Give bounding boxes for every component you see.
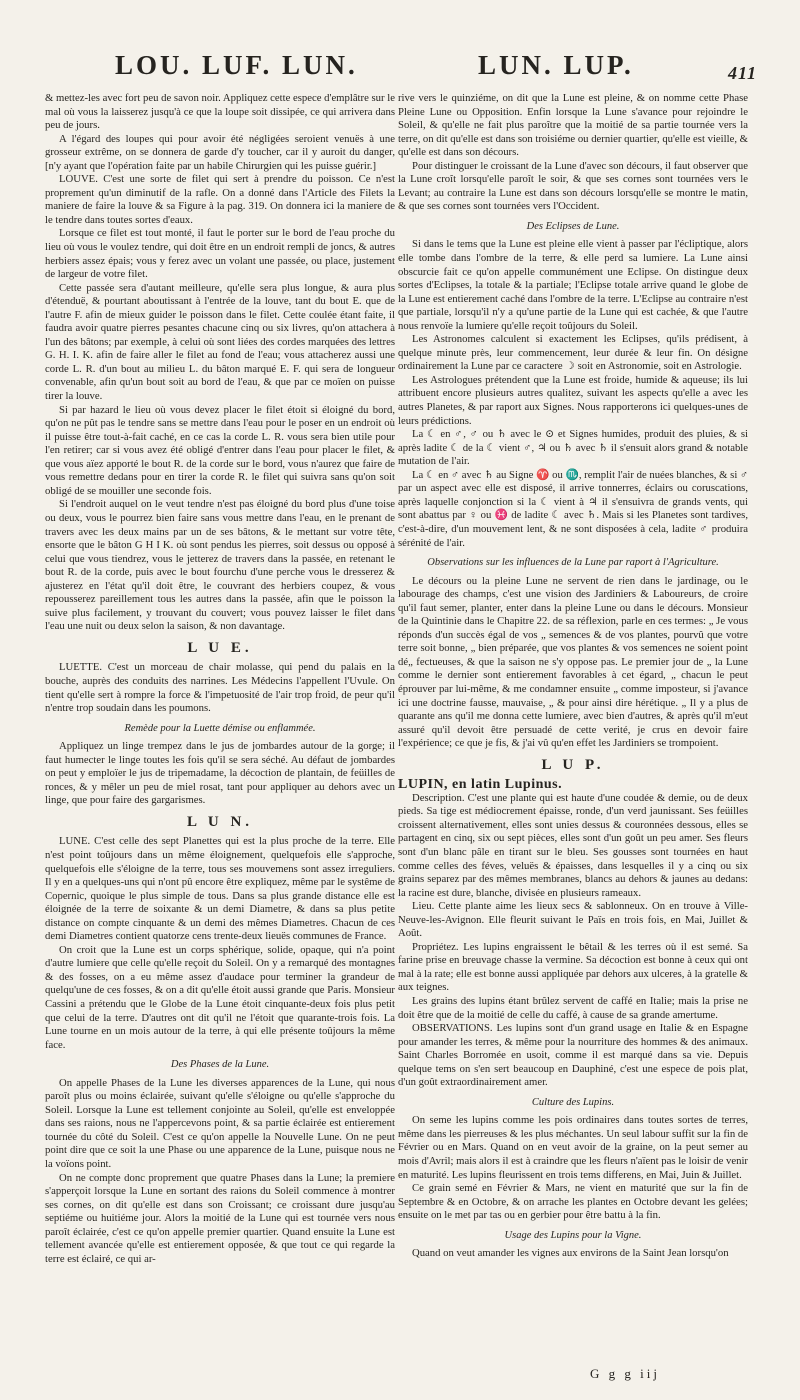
paragraph: Lorsque ce filet est tout monté, il faut le porter sur le bord de l'eau proche du lieu où vous le voulez tendre, qui doit être en un endroit rempli de joncs, & autres herbiers assez épais; vous y ferez avec un volant une passée, ou place, justement de largeur de votre filet. xyxy=(45,227,395,281)
paragraph: Le décours ou la pleine Lune ne servent de rien dans le jardinage, ou le labourage des champs, c'est une vision des Jardiniers & Laboureurs, de croire qu'il faut semer, planter, enter dans la pleine Lune ou dans le décours. Monsieur de la Quintinie dans le Chapitre 22. de sa réflexion, parle en ces termes: „ Je vous réponds d'un succès égal de vos „ semences & de vos plantes, pourvû que votre terre soit bonne, „ bien préparée, que vos plantes & vos semences ne soient point dé„ fectueuses, & que la saison ne s'y oppose pas. Le premier jour de „ la Lune comme le dernier sont entierement favorables à cet égard, „ chacun le peut éprouver par lui-même, & me condamner ensuite „ comme imposteur, si j'avance ici une doctrine fausse, mauvaise, „ & pour ainsi dire hérétique. „ Il y a plus de quarante ans qu'il me donna cette lumiere, avec bien d'autres, & après qu'il m'eut assuré qu'il devoit être persuadé de cette verité, je crus en devoir faire l'expérience; ce que je fis, & j'ai vû qu'en effet les Jardiniers se trompoient. xyxy=(398,574,748,750)
paragraph: Si l'endroit auquel on le veut tendre n'est pas éloigné du bord plus d'une toise ou deux, vous le pourrez bien faire sans vous mettre dans l'eau, en le prenant de travers avec les deux mains par un de ses bâtons, & le mettant sur votre tête, ensorte que le bâton G H I K. où sont pendus les pierres, soit dessus ou opposé à celui que vous tiendrez, vous le jetterez de travers dans la passée, en retenant le bout R. de la corde, puis avec le bout fourchu d'une perche vous le dresserez & ajusterez en l'état qu'il doit être, le couvrant des herbiers coupez, & vous repousserez pareillement tous les autres dans la passée, afin que le poisson la suive plus facilement, y trouvant du couvert; vous pouvez laisser le filet dans l'eau une nuit ou deux selon la saison, & non davantage. xyxy=(45,498,395,633)
signature-mark: G g g iij xyxy=(590,1366,660,1381)
paragraph: Quand on veut amander les vignes aux environs de la Saint Jean lorsqu'on xyxy=(412,1247,729,1260)
entry-luette: LUETTE. C'est un morceau de chair molasse, qui pend du palais en la bouche, auprès des conduits des narrines. Les Médecins l'appellent l'Uvule. On tient qu'elle sert à rompre la force & l'impetuosité de l'air trop froid, de peur qu'il n'entre trop soudain dans les poumons. xyxy=(45,661,395,715)
section-heading-lup: L U P. xyxy=(541,756,605,773)
paragraph: Cette passée sera d'autant meilleure, qu'elle sera plus longue, & aura plus d'étenduë, & pourtant aboutissant à l'entrée de la louve, tant du bout E. que de l'autre F. afin de mieux guider le poisson dans le filet. Cette coulée étant faite, il faudra avoir quatre pierres pesantes chacune cinq ou six livres, qu'on attachera à l'un des bâtons; par exemple, à celui où sont liées des cordes marquées des lettres G. H. I. K. afin de faire aller le filet au fond de l'eau; vous attacherez aussi une corde L. R. d'un bout au milieu L. du bâton marqué E. F. qui sera de longueur convenable, afin qu'un bout soit au bord de l'eau, & que par ce moïen on puisse tirer la louve. xyxy=(45,281,395,403)
subheading-observations: Observations sur les influences de la Lune par raport à l'Agriculture. xyxy=(427,557,719,569)
paragraph: Si dans le tems que la Lune est pleine elle vient à passer par l'écliptique, alors elle tombe dans l'ombre de la terre, & elle perd sa lumiere. La Lune ainsi obscurcie fait ce qu'on appelle communément une Eclipse. On distingue deux sortes d'Eclipses, la totale & la partiale; l'Eclipse totale arrive quand le globe de la Lune est entierement caché dans l'ombre de la terre. L'Eclipse au contraire n'est que partiale, lorsqu'il n'y a qu'une partie de la Lune qui est cachée, & que l'autre nous renvoïe la lumiere qu'elle reçoit toûjours du Soleil. xyxy=(398,238,748,332)
paragraph: Appliquez un linge trempez dans le jus de jombardes autour de la gorge; il faut humecter le linge toutes les fois qu'il se sera séché. Au défaut de jombardes on peut y emploïer le jus de tripemadame, la décoction de plantain, de feüilles de ronces, & y mêler un peu de miel rosat, tant pour appliquer au dehors avec un linge, que pour faire des gargarismes. xyxy=(45,740,395,807)
right-column xyxy=(398,92,748,1261)
paragraph: La ☾ en ♂ avec ♄ au Signe ♈ ou ♏, remplit l'air de nuées blanches, & si ♂ par un aspect avec elle est disposé, il arrive tonnerres, éclairs ou coruscations, après laquelle conjonction si la ☾ vient à ♃ il s'ensuivra de grands vents, qui sont abattus par ♀ ou ♓ de ladite ☾ avec ♄. Mais si les Planetes sont tardives, c'est-à-dire, d'un mouvement lent, & ne sont disposées à cela, ladite ♂ produira sérénité de l'air. xyxy=(398,468,748,549)
entry-lune: LUNE. C'est celle des sept Planettes qui est la plus proche de la terre. Elle n'est point toûjours dans un même éloignement, quelquefois elle s'approche, quelquefois elle s'éloigne de la terre, tous ses mouvemens sont assez irreguliers. Il y en a quelques-uns qui n'ont pû encore être expliquez, même par le systême de Copernic, quoique le plus simple de tous. Dans sa plus grande distance elle est éloignée de la terre de soixante & un demi Diametre, & dans sa plus petite distance on compte cinquante & un demi des mêmes Diametres. Chacun de ces demi Diametres contient quatorze cens trente-deux lieuës communes de France. xyxy=(45,835,395,943)
paragraph: Les Astrologues prétendent que la Lune est froide, humide & aqueuse; ils lui attribuent encore plusieurs autres qualitez, suivant les aspects qu'elle a avec les autres Planetes, & par raport aux Signes. Nous rapporterons ici quelques-unes de leurs prédictions. xyxy=(398,373,748,427)
subheading-remede: Remède pour la Luette démise ou enflammée. xyxy=(124,722,316,734)
paragraph: On seme les lupins comme les pois ordinaires dans toutes sortes de terres, même dans les pierreuses & les plus méchantes. Un seul labour suffit sur la fin de Février ou en Mars. Quand on en veut avoir de la graine, on la peut semer au mois d'Avril; mais alors il est à craindre que les fleurs n'aïent pas le loisir de venir en maturité. Les lupins fleurissent en trois tems differens, en Mai, Juin & Juillet. xyxy=(398,1114,748,1181)
running-head-left: LOU. LUF. LUN. xyxy=(115,50,358,80)
paragraph: A l'égard des loupes qui pour avoir été négligées seroient venuës à une grosseur extrême, on se donnera de garde d'y toucher, car il y auroit du danger, [n'y ayant que l'opération faite par un habile Chirurgien qui les puisse guérir.] xyxy=(45,132,395,172)
paragraph: Si par hazard le lieu où vous devez placer le filet étoit si éloigné du bord, qu'on ne pût pas le tendre sans se mettre dans l'eau pour le poser en un endroit où il puisse être tout-à-fait caché, en ce cas la corde L. R. vous sera bien utile pour l'en retirer; car si vous avez été obligé d'entrer dans l'eau pour placer le filet, & que vous aïez apporté le bout R. de la corde sur le bord, vous n'aurez que faire de vous remettre dedans pour en tirer la corde R. le filet qui suivra sans qu'on soit obligé de se mouiller une seconde fois. xyxy=(45,403,395,497)
paragraph: & mettez-les avec fort peu de savon noir. Appliquez cette espece d'emplâtre sur le mal où vous la laisserez jusqu'à ce que la loupe soit dissipée, ce qui arrivera dans peu de jours. xyxy=(45,92,395,132)
paragraph: On appelle Phases de la Lune les diverses apparences de la Lune, qui nous paroît plus ou moins éclairée, suivant qu'elle s'éloigne ou qu'elle s'approche du Soleil. Lorsque la Lune est tellement conjointe au Soleil, qu'elle est enveloppée dans ses raions, nous ne l'appercevons point, & sa partie éclairée est entierement tournée du côté du Soleil. C'est ce qu'on appelle la Nouvelle Lune. On ne peut point dire que ce soit la une Phase ou une apparence de la Lune, puisque nous ne la voïons point. xyxy=(45,1076,395,1171)
subheading-eclipses: Des Eclipses de Lune. xyxy=(526,220,620,232)
subheading-phases: Des Phases de la Lune. xyxy=(170,1059,270,1071)
subheading-usage: Usage des Lupins pour la Vigne. xyxy=(504,1229,642,1241)
running-head-right: LUN. LUP. xyxy=(478,50,634,80)
paragraph-lieu: Lieu. Cette plante aime les lieux secs & sablonneux. On en trouve à Ville-Neuve-les-Avignon. Elle fleurit suivant le Païs en trois fois, en Mai, Juillet & Août. xyxy=(398,900,748,940)
left-column xyxy=(45,92,395,1266)
paragraph-description: Description. C'est une plante qui est haute d'une coudée & demie, ou de deux pieds. Sa tige est médiocrement épaisse, ronde, d'un verd jaunissant. Ses feüilles croissent alternativement, elles sont unies dessus & couronnées dessous, elles se partagent en cinq, six ou sept pièces, elles sont d'un goût un peu amer. Ses fleurs sont d'un blanc pâle en tirant sur le bleu. Ses gousses sont tournées en haut comme celles des féves, veluës & épaisses, dans lesquelles il y a cinq ou six grains separez par des mêmes membranes, blancs au dehors & jaunes au dedans: la racine est dure, blanche, divisée en plusieurs rameaux. xyxy=(398,791,748,899)
paragraph: Les Astronomes calculent si exactement les Eclipses, qu'ils prédisent, à quelque minute près, leur commencement, leur durée & leur fin. On désigne ordinairement la Lune par ce caractere ☽ soit en Astronomie, soit en Astrologie. xyxy=(398,333,748,373)
entry-louve: LOUVE. C'est une sorte de filet qui sert à prendre du poisson. Ce n'est proprement qu'un diminutif de la rafle. On a donné dans l'Article des Filets la maniere de faire la louve & sa Figure à la pag. 319. On donnera ici la maniere de le tendre dans toutes sortes d'eaux. xyxy=(45,173,395,226)
section-heading-lue: L U E. xyxy=(187,639,253,656)
entry-lupin: LUPIN, en latin Lupinus. xyxy=(398,777,563,793)
section-heading-lun: L U N. xyxy=(186,813,254,830)
subheading-culture: Culture des Lupins. xyxy=(531,1096,615,1108)
page-number: 411 xyxy=(728,63,758,83)
paragraph: Pour distinguer le croissant de la Lune d'avec son décours, il faut observer que la Lune croît lorsqu'elle paroît le soir, & que ses cornes sont tournées vers le Levant; au contraire la Lune est dans son décours lorsqu'elle se montre le matin, & que ses cornes sont tournées vers l'Occident. xyxy=(398,159,748,213)
paragraph: On ne compte donc proprement que quatre Phases dans la Lune; la premiere s'apperçoit lorsque la Lune en sortant des raions du Soleil commence à montrer ses cornes, on dit qu'elle est dans son Croissant; ce croissant dure jusqu'au septiéme ou huitiéme jour. Alors la moitié de la Lune qui est tournée vers nous paroît éclairée, c'est ce qu'on appelle premier quartier. Quand ensuite la Lune est tellement avancée qu'elle est entierement opposée, & que tout ce qui regarde la terre est éclairé, ce qui ar- xyxy=(45,1171,395,1265)
paragraph: Ce grain semé en Février & Mars, ne vient en maturité que sur la fin de Septembre & en Octobre, & on arrache les plantes en Octobre devant les gelées; ensuite on le met par tas ou en gerbier pour être battu à la fin. xyxy=(398,1182,748,1222)
paragraph: On croit que la Lune est un corps sphérique, solide, opaque, qui n'a point d'autre lumiere que celle qu'elle reçoit du Soleil. On y a remarqué des montagnes & des fosses, on a eu même assez d'audace pour terminer la grandeur de quelqu'une de ces fosses, & on a dit qu'elle étoit aussi grande que Paris. Monsieur Cassini a prétendu que le Globe de la Lune étoit cinquante-deux fois plus petit que celui de la terre. D'autres ont dit qu'il ne l'étoit que quarante-trois fois. La Lune tourne en un mois autour de la terre, à qui elle présente toûjours la même face. xyxy=(45,943,395,1051)
paragraph-observations: OBSERVATIONS. Les lupins sont d'un grand usage en Italie & en Espagne pour amander les terres, & même pour la nourriture des hommes & des animaux. Saint Charles Borromée en usoit, comme il est marqué dans sa vie. Depuis quelque tems on s'en sert beaucoup en Dauphiné, c'est une espece de pois plat, d'un goût extraordinairement amer. xyxy=(398,1022,748,1089)
paragraph: La ☾ en ♂, ♂ ou ♄ avec le ⊙ et Signes humides, produit des pluies, & si après ladite ☾ de la ☾ vient ♂, ♃ ou ♄ avec ♄ il s'ensuit alors grand & notable mutation de l'air. xyxy=(398,428,748,468)
paragraph: rive vers le quinziéme, on dit que la Lune est pleine, & on nomme cette Phase Pleine Lune ou Opposition. Enfin lorsque la Lune s'avance pour rejoindre le Soleil, & qu'elle ne fait plus paroître que la moitié de sa partie tournée vers la terre, on dit qu'elle est dans son troisiéme ou dernier quartier, qu'elle est vieille, & qu'elle est dans son décours. xyxy=(398,92,748,159)
paragraph: Les grains des lupins étant brûlez servent de caffé en Italie; mais la prise ne doit être que de la moitié de celle du caffé, à cause de sa grande amertume. xyxy=(398,995,748,1021)
paragraph-proprietez: Propriétez. Les lupins engraissent le bêtail & les terres où il est semé. Sa farine prise en breuvage chasse la vermine. Sa décoction est bonne à ceux qui ont mal à la rate; elle est bonne aussi appliquée par dehors aux ulceres, à la gratelle & aux teignes. xyxy=(398,940,748,994)
